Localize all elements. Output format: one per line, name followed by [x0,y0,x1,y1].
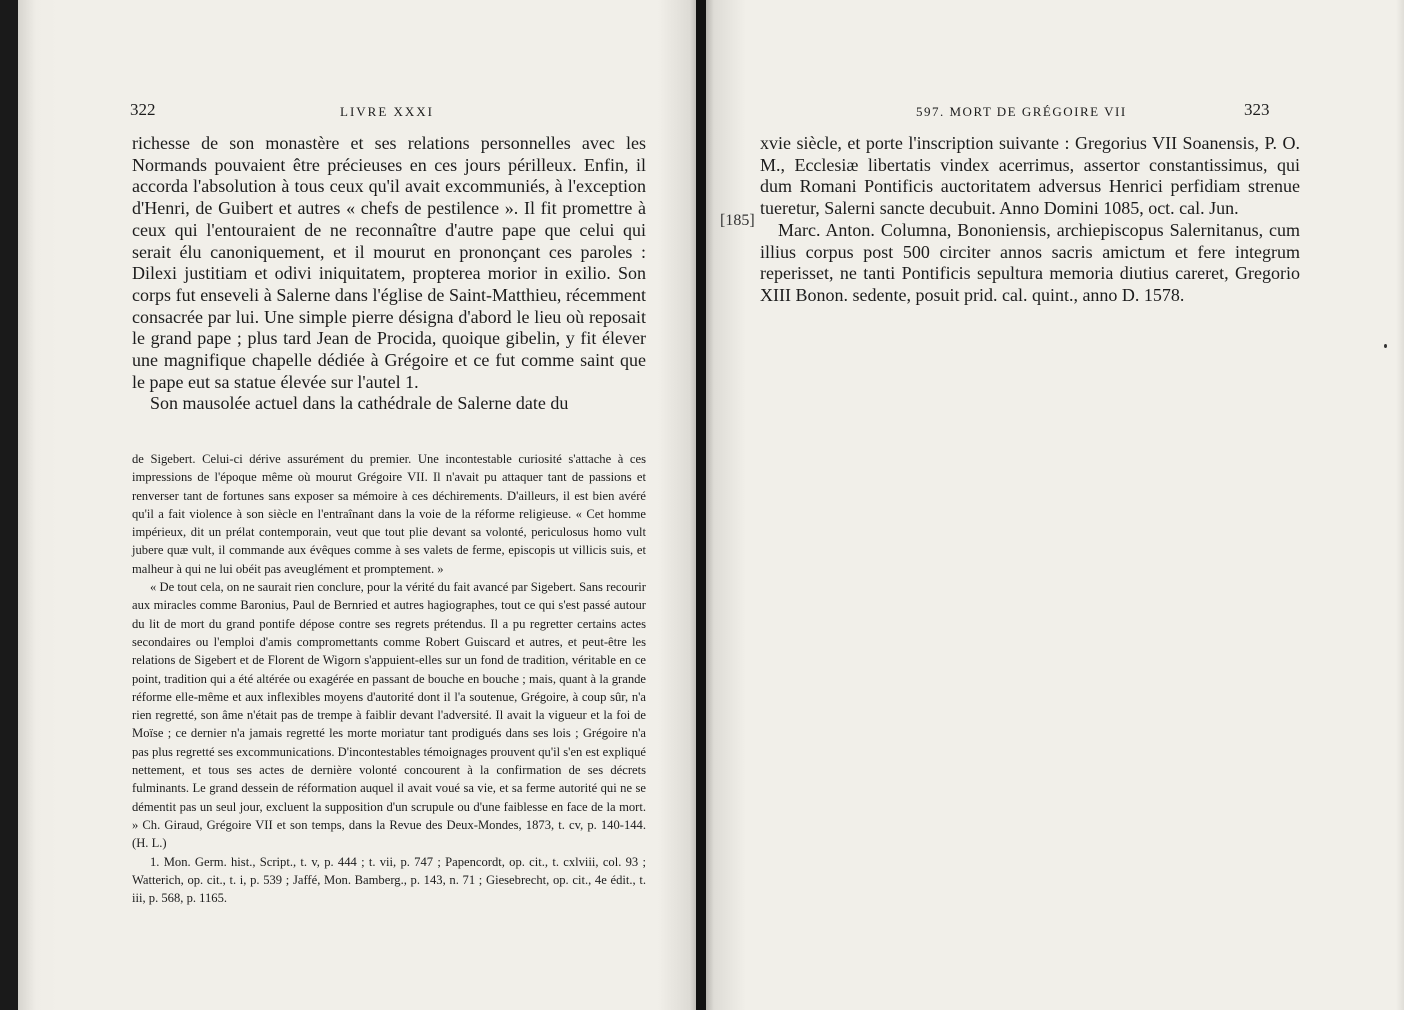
footnote-1: 1. Mon. Germ. hist., Script., t. v, p. 444 ; t. vii, p. 747 ; Papencordt, op. cit., t. cxlviii, col. 93 ; Watterich, op. cit., t. i, p. 539 ; Jaffé, Mon. Bamberg., p. 143, n. 71 ; Giesebrecht, op. cit., 4e édit., t. iii, p. 568, p. 1165. [132,854,646,906]
paper-speck [1384,344,1387,348]
body-text [760,133,1300,307]
body-paragraph: xvie siècle, et porte l'inscription suivante : Gregorius VII Soanensis, P. O. M., Ecclesiæ libertatis vindex acerrimus, assertor constantissimus, qui dum Romani Pontificis auctoritatem adversus Henrici perfidiam strenue tueretur, Salerni sancte decubuit. Anno Domini 1085, oct. cal. Jun. [760,133,1300,219]
footnote-paragraph: « De tout cela, on ne saurait rien conclure, pour la vérité du fait avancé par Sigebert. Sans recourir aux miracles comme Baronius, Paul de Bernried et autres hagiographes, tout ce qui s'est passé autour du lit de mort du grand pontife dépose contre ses regrets prétendus. Il a pu regretter certains actes secondaires ou l'emploi d'amis compromettants comme Robert Guiscard et autres, et peut-être les relations de Sigebert et de Florent de Wigorn s'appuient-elles sur un fond de tradition, véritable en ce point, tradition qui a été altérée ou exagérée en passant de bouche en bouche ; mais, quant à la grande réforme elle-même et aux inflexibles moyens d'autorité dont il l'a soutenue, Grégoire, à coup sûr, n'a rien regretté, son âme n'était pas de trempe à faiblir devant l'adversité. Il avait la vigueur et la foi de Moïse ; ce dernier n'a jamais regretté les morte moriatur tant prodigués dans ses lois ; Grégoire n'a pas plus regretté ses excommunications. D'incontestables témoignages prouvent qu'il s'en est expliqué nettement, et tous ses actes de dernière volonté concourent à la confirmation de ses décrets fulminants. Le grand dessein de réformation auquel il avait voué sa vie, et sa ferme autorité qui ne se démentit pas un seul jour, excluent la supposition d'un scrupule ou d'une faiblesse en face de la mort. » Ch. Giraud, Grégoire VII et son temps, dans la Revue des Deux-Mondes, 1873, t. cv, p. 140-144. (H. L.) [132,580,646,851]
page-number: 322 [130,100,156,119]
running-head: LIVRE XXXI [340,104,435,119]
left-page [18,0,698,1010]
body-paragraph: richesse de son monastère et ses relations personnelles avec les Normands pouvaient être précieuses en ces jours périlleux. Enfin, il accorda l'absolution à tous ceux qu'il avait excommuniés, à l'exception d'Henri, de Guibert et autres « chefs de pestilence ». Il fit promettre à ceux qui l'entouraient de ne reconnaître d'autre pape que celui qui serait élu canoniquement, et il mourut en prononçant ces paroles : Dilexi justitiam et odivi iniquitatem, propterea morior in exilio. Son corps fut enseveli à Salerne dans l'église de Saint-Matthieu, récemment consacrée par lui. Une simple pierre désigna d'abord le lieu où reposait le grand pape ; plus tard Jean de Procida, quoique gibelin, y fit élever une magnifique chapelle dédiée à Grégoire et ce fut comme saint que le pape eut sa statue élevée sur l'autel 1. [132,133,646,392]
page-number: 323 [1244,100,1270,119]
body-paragraph: Son mausolée actuel dans la cathédrale de Salerne date du [150,393,569,414]
body-paragraph: Marc. Anton. Columna, Bononiensis, archiepiscopus Salernitanus, cum illius corpus post 500 circiter annos sacris amictum et fere integrum reperisset, ne tanti Pontificis sepultura memoria diutius careret, Gregorio XIII Bonon. sedente, posuit prid. cal. quint., anno D. 1578. [760,219,1300,305]
running-head: 597. MORT DE GRÉGOIRE VII [916,104,1127,119]
body-text [132,133,646,415]
margin-note: [185] [720,212,755,229]
footnotes [132,450,646,907]
footnote-paragraph: de Sigebert. Celui-ci dérive assurément du premier. Une incontestable curiosité s'attache à ces impressions de l'époque même où mourut Grégoire VII. Il n'avait pu attaquer tant de passions et renverser tant de fortunes sans exposer sa mémoire à ces déchirements. D'ailleurs, il est bien avéré qu'il a fait violence à son siècle en l'entraînant dans la voie de la réforme religieuse. « Cet homme impérieux, dit un prélat contemporain, veut que tout plie devant sa volonté, periculosus homo vult jubere quæ vult, il commande aux évêques comme à ses valets de ferme, episcopis ut villicis suis, et malheur à qui ne lui obéit pas aveuglément et promptement. » [132,452,646,576]
right-page [706,0,1404,1010]
